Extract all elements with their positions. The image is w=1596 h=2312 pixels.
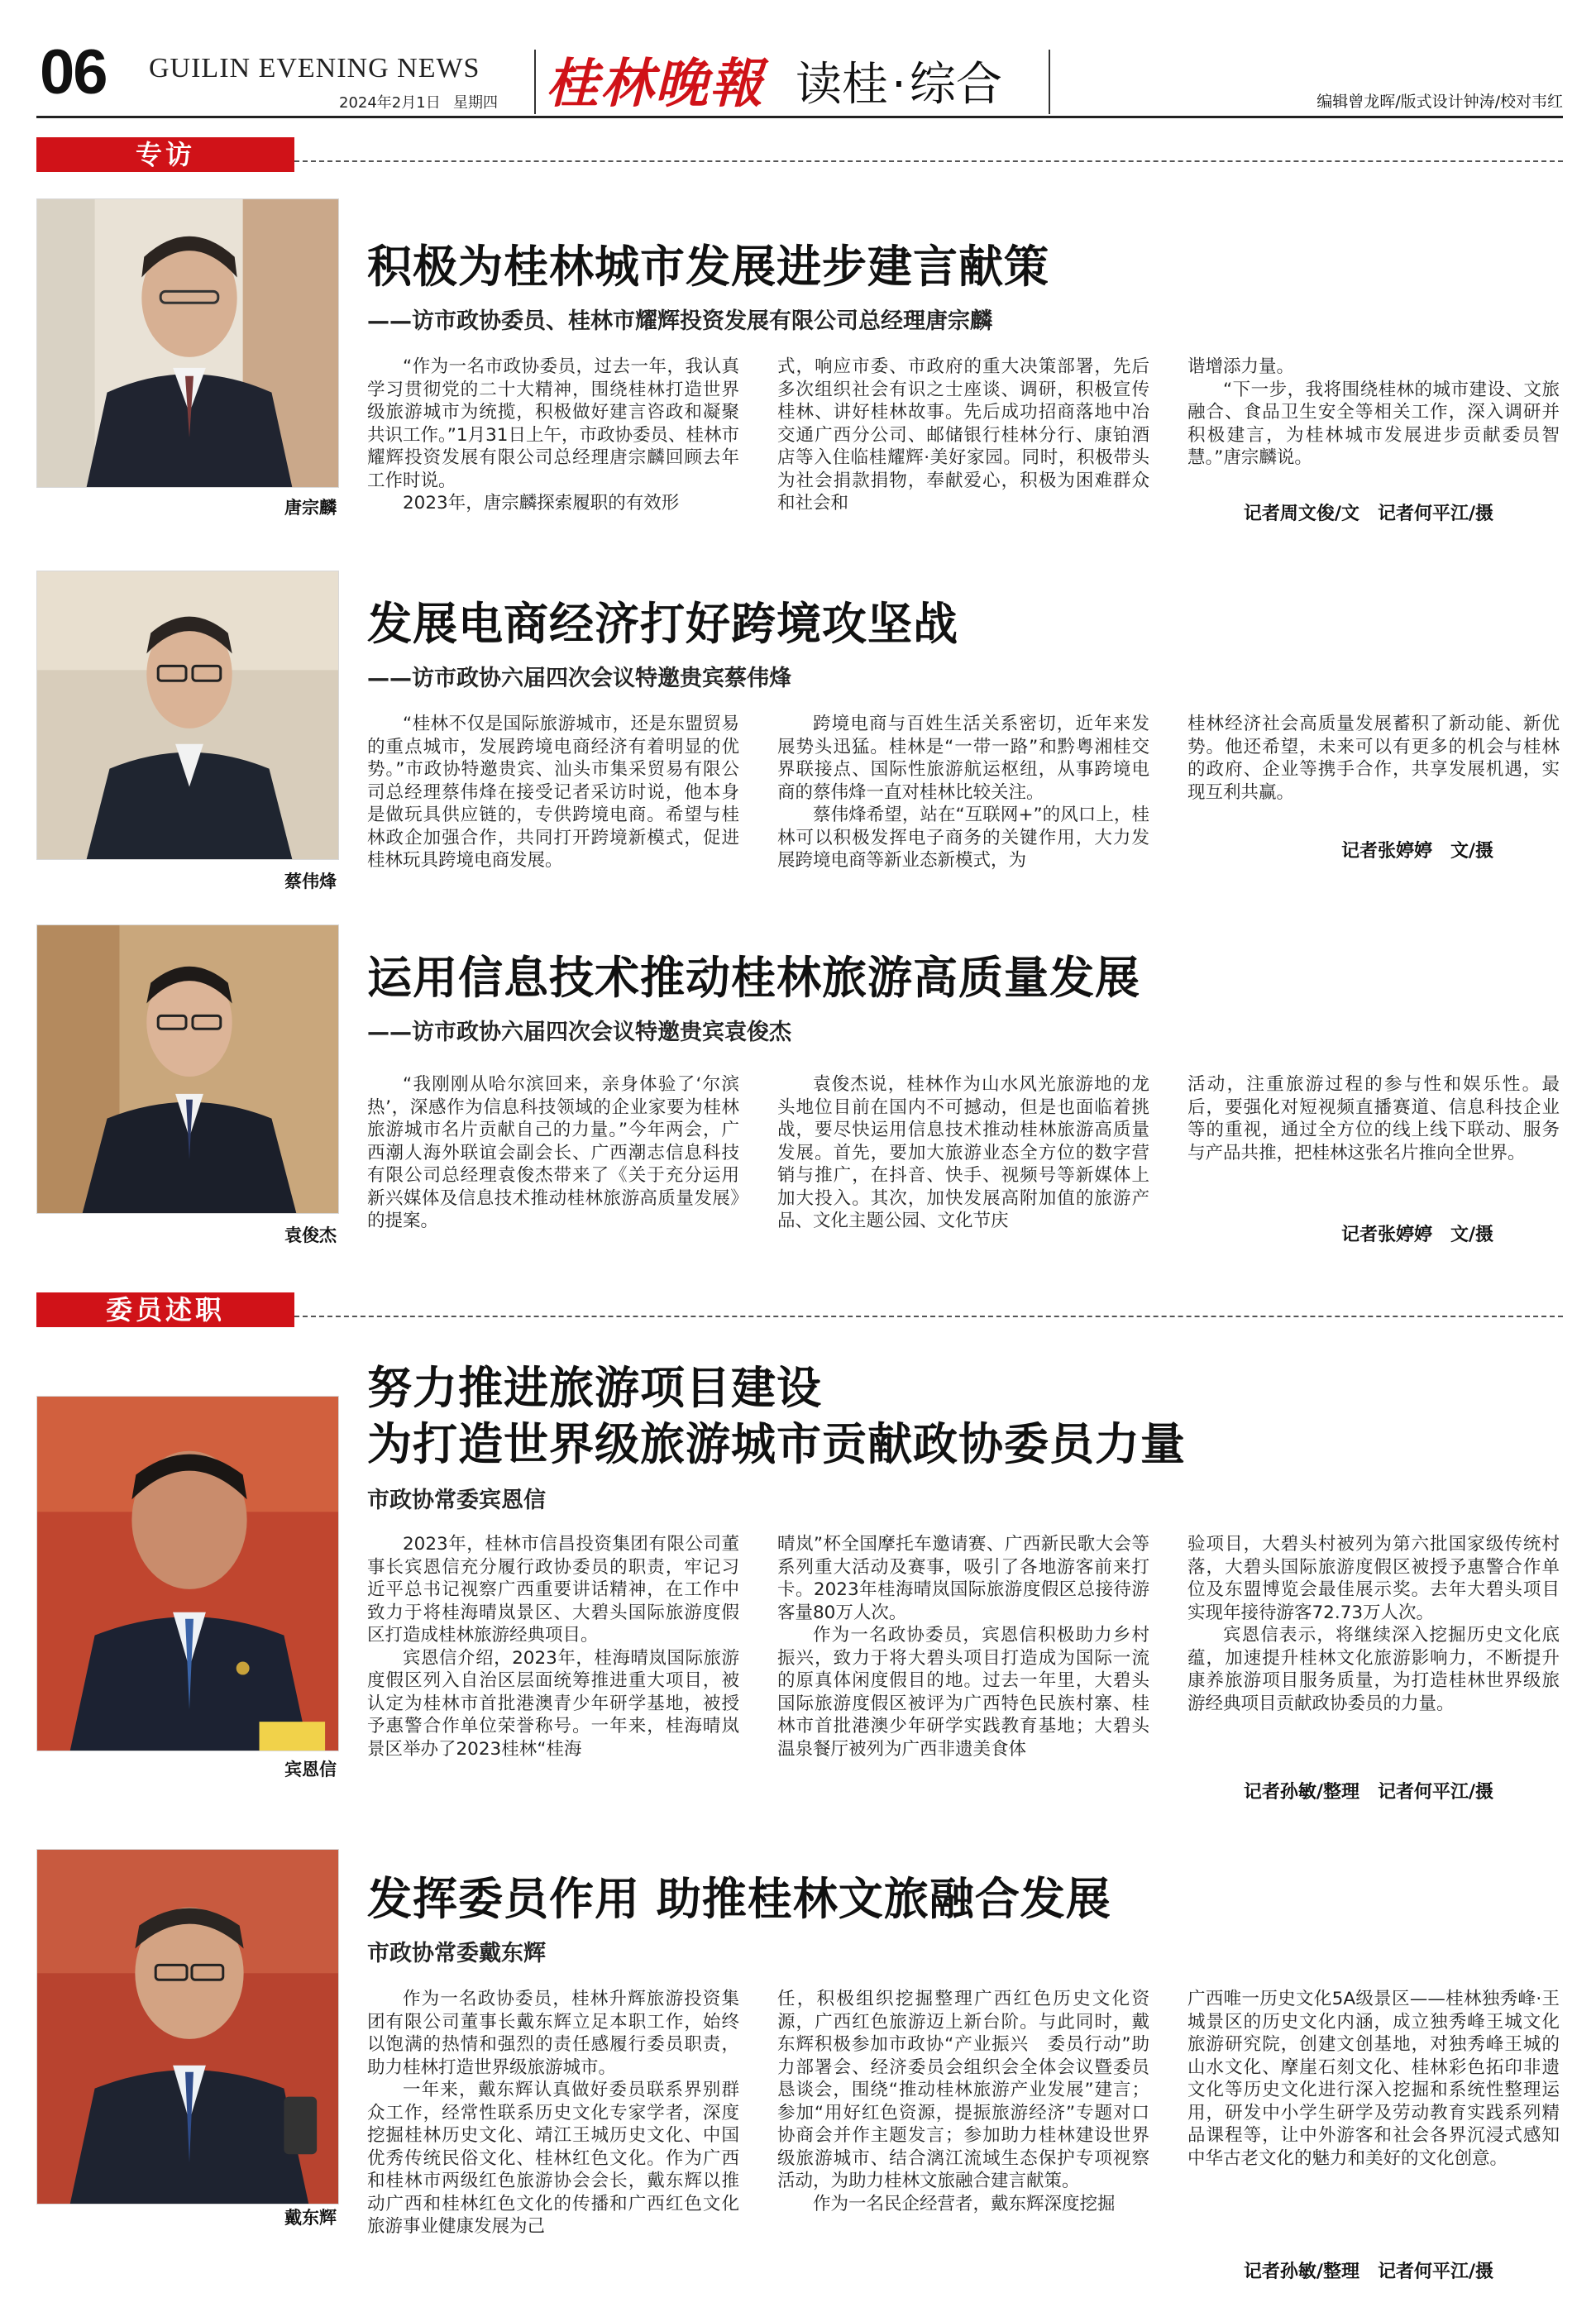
section-tag-interview: 专访 <box>36 137 294 172</box>
paragraph: 一年来，戴东辉认真做好委员联系界别群众工作，经常性联系历史文化专家学者，深度挖掘桂林历史文化、靖江王城历史文化、中国优秀传统民俗文化、桂林红色文化。作为广西和桂林市两级红色旅游协会会长，戴东辉以推动广西和桂林红色文化的传播和广西红色文化旅游事业健康发展为己 <box>367 2080 739 2237</box>
article-dai-donghui <box>36 1849 1563 2304</box>
photo-caption: 蔡伟烽 <box>284 872 337 891</box>
article-body <box>367 1988 1563 2252</box>
portrait-photo <box>36 571 339 860</box>
article-cai-weifeng <box>36 571 1563 901</box>
body-column-2 <box>777 356 1149 514</box>
section-title-separator: · <box>891 58 906 112</box>
section-title <box>796 48 1002 114</box>
article-body <box>367 713 1563 871</box>
body-column-2 <box>777 713 1149 871</box>
section-dashed-rule <box>294 160 1563 162</box>
paragraph: 广西唯一历史文化5A级景区——桂林独秀峰·王城景区的历史文化内涵，成立独秀峰王城文化旅游研究院，创建文创基地，对独秀峰王城的山水文化、摩崖石刻文化、桂林彩色拓印非遗文化等历史文化进行深入挖掘和系统性整理运用，研发中小学生研学及劳动教育实践系列精品课程等，让中外游客和社会各界沉浸式感知中华古老文化的魅力和美好的文化创意。 <box>1187 1989 1560 2169</box>
article-tang-zonglin <box>36 198 1563 525</box>
article-bin-enxin <box>36 1356 1563 1819</box>
article-subhead: ——访市政协六届四次会议特邀贵宾蔡伟烽 <box>367 666 791 691</box>
article-byline: 记者张婷婷 文/摄 <box>1340 1225 1493 1245</box>
publication-date: 2024年2月1日 <box>339 94 441 112</box>
paragraph: 作为一名民企经营者，戴东辉深度挖掘 <box>813 2193 1116 2214</box>
paper-english-name: GUILIN EVENING NEWS <box>149 53 480 84</box>
article-author: 市政协常委宾恩信 <box>367 1488 546 1513</box>
section-title-a: 读桂 <box>796 58 888 112</box>
article-headline: 发挥委员作用 助推桂林文旅融合发展 <box>367 1873 1111 1925</box>
article-author: 市政协常委戴东辉 <box>367 1941 546 1966</box>
paragraph: 晴岚”杯全国摩托车邀请赛、广西新民歌大会等系列重大活动及赛事，吸引了各地游客前来打卡。2023年桂海晴岚国际旅游度假区总接待游客量80万人次。 <box>777 1534 1149 1623</box>
masthead-rule <box>36 116 1563 118</box>
paragraph: 2023年，桂林市信昌投资集团有限公司董事长宾恩信充分履行政协委员的职责，牢记习近平总书记视察广西重要讲话精神，在工作中致力于将桂海晴岚景区、大碧头国际旅游度假区打造成桂林旅游经典项目。 <box>367 1534 739 1646</box>
paragraph: “作为一名市政协委员，过去一年，我认真学习贯彻党的二十大精神，围绕桂林打造世界级旅游城市为统揽，积极做好建言咨政和凝聚共识工作。”1月31日上午，市政协委员、桂林市耀辉投资发展有限公司总经理唐宗麟回顾去年工作时说。 <box>367 356 739 491</box>
article-headline-line2: 为打造世界级旅游城市贡献政协委员力量 <box>367 1418 1186 1470</box>
paragraph: 作为一名政协委员，宾恩信积极助力乡村振兴，致力于将大碧头项目打造成为国际一流的原真体闲度假目的地。过去一年里，大碧头国际旅游度假区被评为广西特色民族村寨、桂林市首批港澳少年研学实践教育基地；大碧头温泉餐厅被列为广西非遗美食体 <box>777 1625 1149 1760</box>
paragraph: “我刚刚从哈尔滨回来，亲身体验了‘尔滨热’，深感作为信息科技领域的企业家要为桂林旅游城市名片贡献自己的力量。”今年两会，广西潮人海外联谊会副会长、广西潮志信息科技有限公司总经理袁俊杰带来了《关于充分运用新兴媒体及信息技术推动桂林旅游高质量发展》的提案。 <box>367 1074 739 1231</box>
article-byline: 记者孙敏/整理 记者何平江/摄 <box>1243 2262 1493 2282</box>
article-byline: 记者周文俊/文 记者何平江/摄 <box>1243 504 1493 524</box>
portrait-photo <box>36 1396 339 1751</box>
portrait-photo <box>36 1849 339 2205</box>
paragraph: 作为一名政协委员，桂林升辉旅游投资集团有限公司董事长戴东辉立足本职工作，始终以饱满的热情和强烈的责任感履行委员职责，助力桂林打造世界级旅游城市。 <box>367 1989 739 2078</box>
masthead <box>0 0 1596 124</box>
portrait-photo <box>36 924 339 1214</box>
article-yuan-junjie <box>36 924 1563 1255</box>
paragraph: “下一步，我将围绕桂林的城市建设、文旅融合、食品卫生安全等相关工作，深入调研并积极建言，为桂林城市发展进步贡献委员智慧。”唐宗麟说。 <box>1187 379 1560 468</box>
body-column-3 <box>1187 356 1560 496</box>
portrait-illustration <box>37 199 338 487</box>
body-column-3 <box>1187 1988 1560 2252</box>
article-byline: 记者孙敏/整理 记者何平江/摄 <box>1243 1782 1493 1803</box>
article-byline: 记者张婷婷 文/摄 <box>1340 841 1493 862</box>
publication-weekday: 星期四 <box>453 94 498 112</box>
paragraph: 桂林经济社会高质量发展蓄积了新动能、新优势。他还希望，未来可以有更多的机会与桂林的政府、企业等携手合作，共享发展机遇，实现互利共赢。 <box>1187 714 1560 803</box>
photo-caption: 宾恩信 <box>284 1760 337 1779</box>
portrait-illustration <box>37 1850 338 2204</box>
article-headline: 努力推进旅游项目建设 <box>367 1362 822 1414</box>
paragraph: 谐增添力量。 <box>1187 356 1295 377</box>
section-banner-interview <box>36 137 1563 172</box>
paragraph: 任，积极组织挖掘整理广西红色历史文化资源，广西红色旅游迈上新台阶。与此同时，戴东辉积极参加市政协“产业振兴 委员行动”助力部署会、经济委员会组织会全体会议暨委员恳谈会，围绕“推动桂林旅游产业发展”建言；参加“用好红色资源，提振旅游经济”专题对口协商会并作主题发言；参加助力桂林建设世界级旅游城市、结合漓江流域生态保护专项视察活动，为助力桂林文旅融合建言献策。 <box>777 1989 1149 2191</box>
article-headline: 发展电商经济打好跨境攻坚战 <box>367 598 958 650</box>
editor-credits: 编辑曾龙晖/版式设计钟涛/校对韦红 <box>1316 93 1563 111</box>
newspaper-logo: 桂林晚報 <box>546 53 764 115</box>
article-body <box>367 1073 1563 1239</box>
article-body <box>367 1533 1563 1775</box>
paragraph: 宾恩信表示，将继续深入挖掘历史文化底蕴，加速提升桂林文化旅游影响力，不断提升康养旅游项目服务质量，为打造桂林世界级旅游经典项目贡献政协委员的力量。 <box>1187 1625 1560 1714</box>
body-column-2 <box>777 1988 1149 2252</box>
portrait-illustration <box>37 925 338 1213</box>
body-column-1 <box>367 1073 739 1239</box>
paragraph: 活动，注重旅游过程的参与性和娱乐性。最后，要强化对短视频直播赛道、信息科技企业等的重视，通过全方位的线上线下联动、服务与产品共推，把桂林这张名片推向全世界。 <box>1187 1074 1560 1163</box>
body-column-1 <box>367 1533 739 1775</box>
paragraph: 袁俊杰说，桂林作为山水风光旅游地的龙头地位目前在国内不可撼动，但是也面临着挑战，要尽快运用信息技术推动桂林旅游高质量发展。首先，要加大旅游业态全方位的数字营销与推广，在抖音、快手、视频号等新媒体上加大投入。其次，加快发展高附加值的旅游产品、文化主题公园、文化节庆 <box>777 1074 1149 1231</box>
section-title-b: 综合 <box>909 58 1002 112</box>
body-column-3 <box>1187 1073 1560 1239</box>
paragraph: 宾恩信介绍，2023年，桂海晴岚国际旅游度假区列入自治区层面统筹推进重大项目，被认定为桂林市首批港澳青少年研学基地，被授予惠警合作单位荣誉称号。一年来，桂海晴岚景区举办了2023桂林“桂海 <box>367 1647 739 1760</box>
body-column-2 <box>777 1533 1149 1775</box>
section-dashed-rule <box>294 1316 1563 1317</box>
paragraph: 2023年，唐宗麟探索履职的有效形 <box>403 493 680 514</box>
body-column-3 <box>1187 1533 1560 1775</box>
masthead-divider-right <box>1049 50 1050 114</box>
body-column-1 <box>367 356 739 514</box>
article-subhead: ——访市政协委员、桂林市耀辉投资发展有限公司总经理唐宗麟 <box>367 308 992 334</box>
paragraph: 跨境电商与百姓生活关系密切，近年来发展势头迅猛。桂林是“一带一路”和黔粤湘桂交界联接点、国际性旅游航运枢纽，从事跨境电商的蔡伟烽一直对桂林比较关注。 <box>777 714 1149 803</box>
body-column-2 <box>777 1073 1149 1239</box>
section-banner-report <box>36 1292 1563 1327</box>
article-headline: 运用信息技术推动桂林旅游高质量发展 <box>367 952 1140 1004</box>
section-tag-report: 委员述职 <box>36 1292 294 1327</box>
photo-caption: 袁俊杰 <box>284 1225 337 1245</box>
paragraph: 蔡伟烽希望，站在“互联网+”的风口上，桂林可以积极发挥电子商务的关键作用，大力发展跨境电商等新业态新模式，为 <box>777 805 1149 871</box>
photo-caption: 唐宗麟 <box>284 498 337 518</box>
paragraph: 式，响应市委、市政府的重大决策部署，先后多次组织社会有识之士座谈、调研，积极宣传桂林、讲好桂林故事。先后成功招商落地中冶交通广西分公司、邮储银行桂林分行、康铂酒店等入住临桂耀辉·美好家园。同时，积极带头为社会捐款捐物，奉献爱心，积极为困难群众和社会和 <box>777 356 1149 514</box>
article-subhead: ——访市政协六届四次会议特邀贵宾袁俊杰 <box>367 1020 791 1045</box>
article-headline: 积极为桂林城市发展进步建言献策 <box>367 241 1049 293</box>
body-column-3 <box>1187 713 1560 853</box>
photo-caption: 戴东辉 <box>284 2208 337 2228</box>
paragraph: “桂林不仅是国际旅游城市，还是东盟贸易的重点城市，发展跨境电商经济有着明显的优势。”市政协特邀贵宾、汕头市集采贸易有限公司总经理蔡伟烽在接受记者采访时说，他本身是做玩具供应链的，专供跨境电商。希望与桂林政企加强合作，共同打开跨境新模式，促进桂林玩具跨境电商发展。 <box>367 714 739 871</box>
paragraph: 验项目，大碧头村被列为第六批国家级传统村落，大碧头国际旅游度假区被授予惠警合作单位及东盟博览会最佳展示奖。去年大碧头项目实现年接待游客72.73万人次。 <box>1187 1534 1560 1623</box>
portrait-illustration <box>37 1397 338 1751</box>
body-column-1 <box>367 1988 739 2252</box>
page-number: 06 <box>40 37 107 107</box>
portrait-photo <box>36 198 339 488</box>
portrait-illustration <box>37 571 338 859</box>
masthead-divider <box>534 50 536 114</box>
body-column-1 <box>367 713 739 871</box>
